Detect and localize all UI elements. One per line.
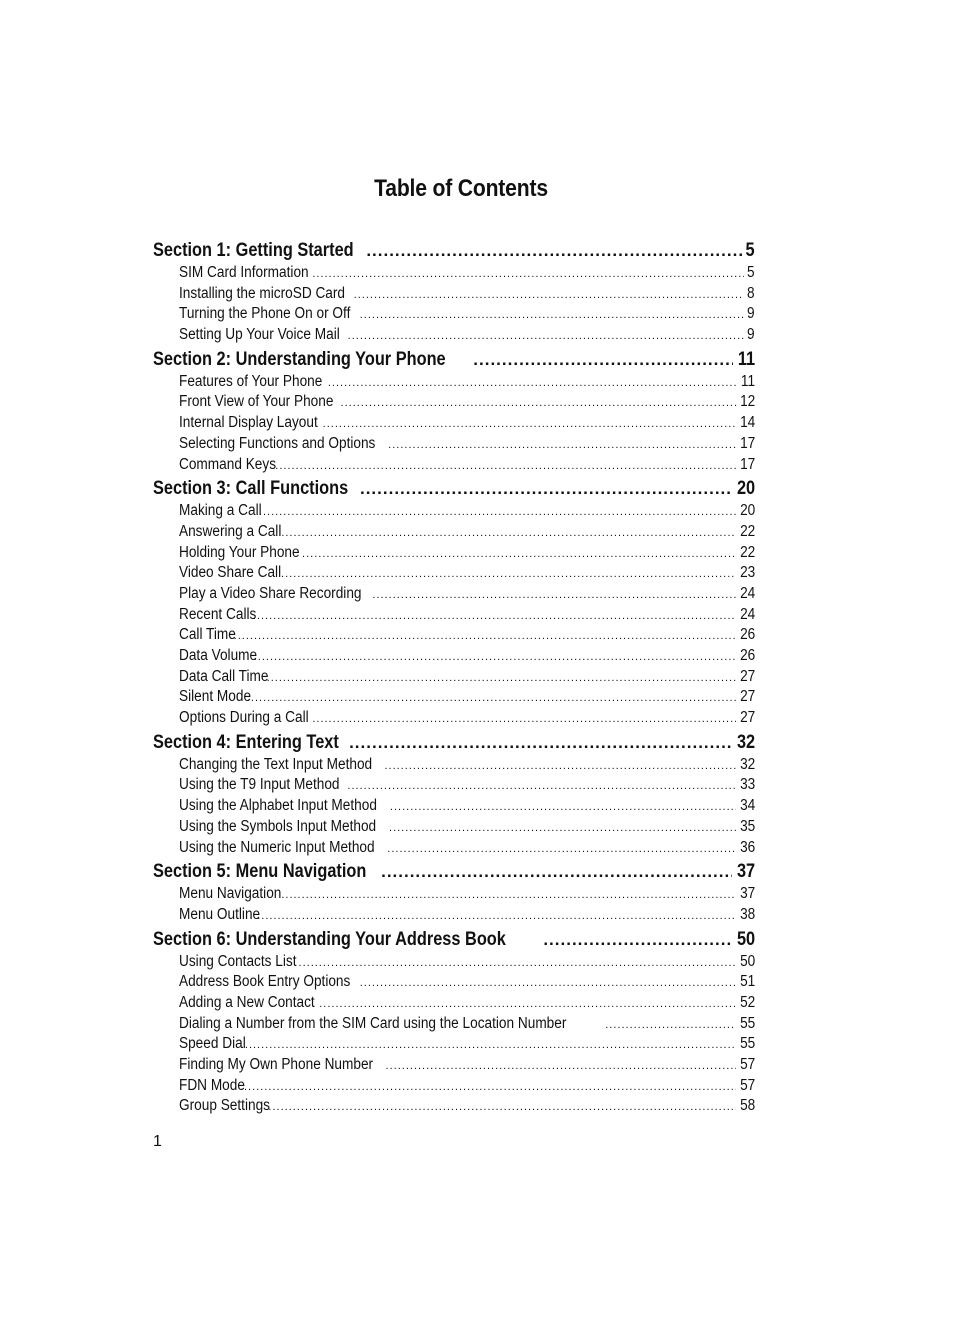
toc-section-label: Section 2: Understanding Your Phone — [153, 348, 446, 370]
toc-entry-page: 57 — [739, 1056, 755, 1073]
dot-leader — [328, 377, 737, 389]
toc-entry-label: Speed Dial — [179, 1035, 246, 1053]
toc-entry-page: 22 — [739, 522, 755, 540]
toc-entry-label: Turning the Phone On or Off — [179, 305, 351, 323]
toc-entry-page: 11 — [740, 372, 755, 390]
toc-entry-page: 9 — [747, 305, 755, 323]
dot-leader — [240, 1081, 736, 1093]
dot-leader — [347, 780, 735, 792]
toc-entry[interactable] — [153, 1015, 755, 1036]
toc-section-page: 11 — [737, 348, 755, 370]
toc-entry-page: 24 — [739, 584, 755, 602]
toc-entry-page: 37 — [739, 885, 755, 903]
toc-entry-label: Command Keys — [179, 455, 277, 473]
dot-leader — [267, 672, 736, 684]
toc-entry[interactable] — [153, 502, 755, 523]
dot-leader — [257, 910, 736, 922]
toc-entry-label: Options During a Call — [179, 709, 309, 727]
toc-entry[interactable] — [153, 973, 755, 994]
dot-leader — [323, 418, 736, 430]
toc-entry-page: 50 — [739, 952, 755, 970]
toc-section-entry[interactable] — [153, 861, 755, 885]
toc-entry-page: 26 — [739, 647, 755, 664]
toc-entry-page: 38 — [739, 905, 755, 923]
toc-section-page: 5 — [745, 240, 755, 261]
toc-entry-label: Using the Numeric Input Method — [179, 838, 375, 856]
toc-entry[interactable] — [153, 818, 755, 839]
dot-leader — [390, 801, 736, 813]
toc-section-entry[interactable] — [153, 929, 755, 953]
toc-entry[interactable] — [153, 1035, 755, 1056]
toc-entry[interactable] — [153, 523, 755, 544]
toc-section-label: Section 5: Menu Navigation — [153, 861, 367, 883]
toc-entry-page: 34 — [739, 797, 755, 815]
toc-entry-page: 17 — [739, 434, 755, 452]
toc-entry-label: Using the T9 Input Method — [179, 776, 340, 794]
toc-entry-page: 14 — [739, 414, 755, 432]
toc-entry[interactable] — [153, 688, 755, 709]
toc-entry[interactable] — [153, 1097, 755, 1118]
toc-entry-label: Internal Display Layout — [179, 414, 318, 432]
dot-leader — [230, 630, 736, 642]
toc-entry-page: 55 — [739, 1014, 755, 1032]
dot-leader — [473, 350, 733, 370]
dot-leader — [254, 651, 736, 663]
dot-leader — [268, 1101, 735, 1113]
toc-entry-page: 8 — [747, 284, 755, 302]
toc-entry-page: 55 — [739, 1035, 755, 1053]
toc-section-label: Section 4: Entering Text — [153, 731, 339, 753]
toc-entry-page: 24 — [739, 605, 755, 623]
dot-leader — [381, 862, 732, 882]
dot-leader — [253, 610, 736, 622]
dot-leader — [341, 397, 736, 409]
page-title: Table of Contents — [374, 175, 548, 202]
toc-section-page: 20 — [736, 478, 755, 500]
toc-entry[interactable] — [153, 885, 755, 906]
toc-entry[interactable] — [153, 393, 755, 414]
dot-leader — [605, 1019, 736, 1031]
toc-entry[interactable] — [153, 953, 755, 974]
toc-entry[interactable] — [153, 756, 755, 777]
toc-section-page: 37 — [736, 861, 755, 883]
dot-leader — [387, 843, 735, 855]
toc-entry-label: Adding a New Contact — [179, 993, 315, 1011]
toc-section-label: Section 1: Getting Started — [153, 240, 354, 261]
dot-leader — [312, 268, 744, 280]
dot-leader — [247, 692, 736, 704]
toc-entry[interactable] — [153, 1077, 755, 1098]
dot-leader — [348, 330, 745, 342]
toc-entry-label: Data Volume — [179, 647, 258, 664]
toc-entry-label: Dialing a Number from the SIM Card using the Location Number — [179, 1014, 567, 1032]
dot-leader — [349, 733, 732, 753]
toc-entry-page: 20 — [739, 502, 755, 520]
dot-leader — [354, 289, 745, 301]
toc-section-label: Section 6: Understanding Your Address Book — [153, 928, 506, 950]
dot-leader — [389, 822, 736, 834]
dot-leader — [275, 460, 735, 472]
toc-entry-label: Front View of Your Phone — [179, 393, 334, 411]
toc-entry-page: 5 — [747, 264, 755, 281]
toc-entry-page: 27 — [739, 667, 755, 685]
dot-leader — [360, 479, 732, 499]
toc-entry[interactable] — [153, 414, 755, 435]
toc-entry[interactable] — [153, 626, 755, 647]
toc-entry-page: 58 — [739, 1097, 755, 1115]
toc-entry[interactable] — [153, 544, 755, 565]
toc-entry-label: Holding Your Phone — [179, 543, 300, 561]
dot-leader — [360, 977, 736, 989]
toc-entry-label: Silent Mode — [179, 688, 252, 706]
toc-entry[interactable] — [153, 709, 755, 730]
dot-leader — [360, 309, 745, 321]
toc-entry-page: 23 — [739, 564, 755, 582]
dot-leader — [366, 241, 742, 261]
toc-entry-label: Installing the microSD Card — [179, 284, 346, 302]
table-of-contents — [153, 238, 755, 1118]
toc-section-page: 50 — [736, 928, 755, 950]
toc-entry-label: Call Time — [179, 626, 236, 644]
toc-entry[interactable] — [153, 839, 755, 860]
toc-entry-label: Play a Video Share Recording — [179, 584, 362, 602]
toc-entry-label: Using the Symbols Input Method — [179, 817, 377, 835]
page-number: 1 — [153, 1133, 162, 1150]
toc-entry[interactable] — [153, 797, 755, 818]
dot-leader — [302, 548, 736, 560]
toc-entry-page: 51 — [739, 973, 755, 991]
toc-entry-label: Group Settings — [179, 1097, 270, 1115]
toc-section-entry[interactable] — [153, 240, 755, 264]
toc-entry-label: FDN Mode — [179, 1076, 245, 1094]
toc-entry-page: 17 — [739, 455, 755, 473]
toc-entry[interactable] — [153, 305, 755, 326]
dot-leader — [388, 439, 736, 451]
toc-entry-page: 32 — [739, 755, 755, 773]
toc-entry-label: Recent Calls — [179, 605, 257, 623]
dot-leader — [281, 527, 735, 539]
dot-leader — [543, 930, 732, 950]
dot-leader — [299, 957, 736, 969]
toc-entry-label: Setting Up Your Voice Mail — [179, 326, 340, 344]
toc-section-entry[interactable] — [153, 349, 755, 373]
toc-entry-label: Finding My Own Phone Number — [179, 1056, 374, 1073]
toc-entry-page: 12 — [739, 393, 755, 411]
toc-entry[interactable] — [153, 647, 755, 668]
toc-entry-page: 36 — [739, 838, 755, 856]
toc-entry-label: Using Contacts List — [179, 952, 297, 970]
toc-entry[interactable] — [153, 1056, 755, 1077]
toc-entry[interactable] — [153, 326, 755, 347]
dot-leader — [241, 1039, 736, 1051]
toc-section-entry[interactable] — [153, 732, 755, 756]
toc-entry-page: 52 — [739, 993, 755, 1011]
dot-leader — [312, 713, 735, 725]
toc-entry[interactable] — [153, 776, 755, 797]
toc-entry-label: SIM Card Information — [179, 264, 309, 281]
toc-entry[interactable] — [153, 606, 755, 627]
toc-entry[interactable] — [153, 994, 755, 1015]
toc-section-label: Section 3: Call Functions — [153, 478, 349, 500]
toc-entry-label: Making a Call — [179, 502, 262, 520]
toc-entry-label: Selecting Functions and Options — [179, 434, 376, 452]
toc-entry-page: 27 — [739, 688, 755, 706]
toc-entry-page: 9 — [747, 326, 755, 344]
toc-entry-page: 35 — [739, 817, 755, 835]
toc-entry-page: 26 — [739, 626, 755, 644]
toc-entry-label: Video Share Call — [179, 564, 282, 582]
toc-entry-label: Changing the Text Input Method — [179, 755, 373, 773]
toc-entry-page: 22 — [739, 543, 755, 561]
toc-entry[interactable] — [153, 668, 755, 689]
dot-leader — [281, 568, 736, 580]
toc-entry[interactable] — [153, 285, 755, 306]
dot-leader — [281, 889, 735, 901]
toc-entry-page: 33 — [739, 776, 755, 794]
toc-section-entry[interactable] — [153, 478, 755, 502]
toc-entry[interactable] — [153, 456, 755, 477]
dot-leader — [319, 998, 736, 1010]
toc-entry[interactable] — [153, 585, 755, 606]
toc-entry-label: Using the Alphabet Input Method — [179, 797, 377, 815]
toc-entry-label: Data Call Time — [179, 667, 269, 685]
dot-leader — [386, 1060, 736, 1072]
toc-entry-label: Menu Outline — [179, 905, 261, 923]
toc-entry-label: Answering a Call — [179, 522, 282, 540]
toc-entry[interactable] — [153, 373, 755, 394]
toc-entry[interactable] — [153, 264, 755, 285]
toc-section-page: 32 — [736, 731, 755, 753]
toc-entry-label: Features of Your Phone — [179, 372, 323, 390]
toc-entry-label: Address Book Entry Options — [179, 973, 351, 991]
toc-entry[interactable] — [153, 435, 755, 456]
dot-leader — [259, 506, 736, 518]
toc-entry-page: 57 — [739, 1076, 755, 1094]
toc-entry[interactable] — [153, 564, 755, 585]
toc-entry-label: Menu Navigation — [179, 885, 282, 903]
dot-leader — [372, 589, 735, 601]
toc-entry-page: 27 — [739, 709, 755, 727]
dot-leader — [384, 760, 735, 772]
toc-entry[interactable] — [153, 906, 755, 927]
